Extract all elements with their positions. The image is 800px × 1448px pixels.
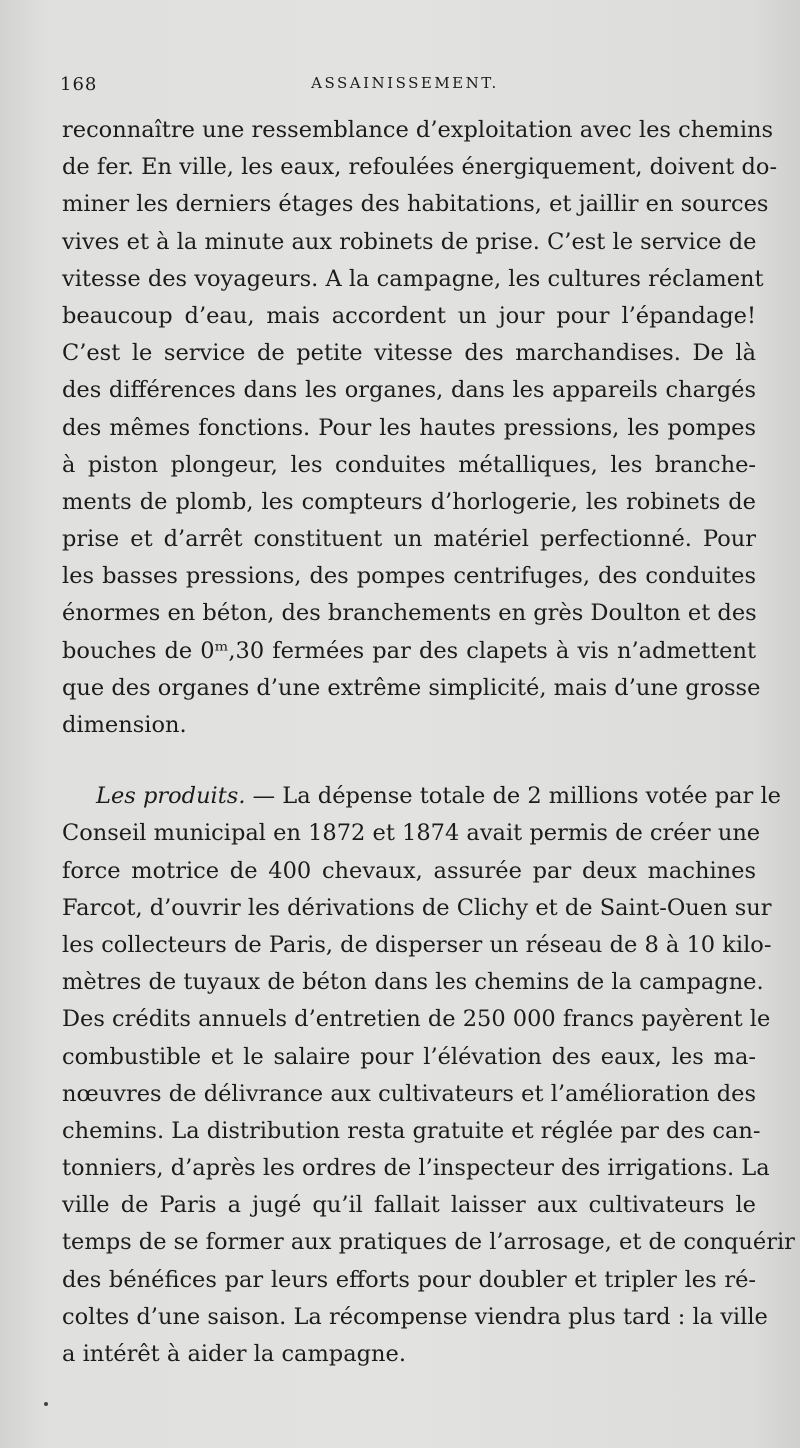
text-line: les collecteurs de Paris, de disperser un réseau de 8 à 10 kilo- <box>62 931 772 958</box>
page-number: 168 <box>60 74 98 95</box>
lead-line-rest: — La dépense totale de 2 millions votée par le <box>245 783 781 810</box>
text-line: énormes en béton, des branchements en grès Doulton et des <box>62 600 757 627</box>
text-line: tonniers, d’après les ordres de l’inspecteur des irrigations. La <box>62 1155 770 1182</box>
text-line: ville de Paris a jugé qu’il fallait laisser aux cultivateurs le <box>62 1192 756 1219</box>
text-line: bouches de 0ᵐ,30 fermées par des clapets à vis n’admettent <box>62 637 756 664</box>
text-line: Des crédits annuels d’entretien de 250 000 francs payèrent le <box>62 1006 771 1033</box>
text-line: prise et d’arrêt constituent un matériel perfectionné. Pour <box>62 526 756 553</box>
running-head: ASSAINISSEMENT. <box>311 74 499 92</box>
text-line: beaucoup d’eau, mais accordent un jour pour l’épandage! <box>62 302 756 329</box>
text-line: vives et à la minute aux robinets de prise. C’est le service de <box>62 228 757 255</box>
text-line: mètres de tuyaux de béton dans les chemins de la campagne. <box>62 969 764 996</box>
text-line: dimension. <box>62 712 187 738</box>
text-line: de fer. En ville, les eaux, refoulées énergiquement, doivent do- <box>62 154 778 181</box>
text-line: a intérêt à aider la campagne. <box>62 1341 406 1367</box>
text-line: combustible et le salaire pour l’élévation des eaux, les ma- <box>62 1043 756 1070</box>
text-line: chemins. La distribution resta gratuite et réglée par des can- <box>62 1117 761 1144</box>
paragraph-2 <box>62 778 795 1373</box>
paper-speck <box>44 1402 48 1406</box>
body-text <box>62 112 795 1373</box>
text-line: Conseil municipal en 1872 et 1874 avait permis de créer une <box>62 820 761 847</box>
text-line: reconnaître une ressemblance d’exploitation avec les chemins <box>62 117 774 143</box>
text-line: vitesse des voyageurs. A la campagne, les cultures réclament <box>62 265 764 292</box>
text-line: ments de plomb, les compteurs d’horlogerie, les robinets de <box>62 488 756 515</box>
text-line: force motrice de 400 chevaux, assurée par deux machines <box>62 857 756 884</box>
page-header <box>60 74 750 104</box>
text-line: nœuvres de délivrance aux cultivateurs et l’amélioration des <box>62 1080 756 1107</box>
paragraph-gap <box>62 744 756 778</box>
text-line: des mêmes fonctions. Pour les hautes pressions, les pompes <box>62 414 756 441</box>
text-line: temps de se former aux pratiques de l’arrosage, et de conquérir <box>62 1229 795 1256</box>
text-line: des bénéfices par leurs efforts pour doubler et tripler les ré- <box>62 1266 756 1293</box>
text-line: coltes d’une saison. La récompense viendra plus tard : la ville <box>62 1303 768 1330</box>
text-line <box>62 778 781 815</box>
text-line: que des organes d’une extrême simplicité, mais d’une grosse <box>62 674 761 701</box>
text-line: C’est le service de petite vitesse des marchandises. De là <box>62 340 756 367</box>
text-line: des différences dans les organes, dans les appareils chargés <box>62 377 756 404</box>
paragraph-1 <box>62 112 778 744</box>
text-line: à piston plongeur, les conduites métalliques, les branche- <box>62 451 756 478</box>
section-lead: Les produits. <box>96 783 246 810</box>
text-line: Farcot, d’ouvrir les dérivations de Clichy et de Saint-Ouen sur <box>62 894 772 921</box>
text-line: les basses pressions, des pompes centrifuges, des conduites <box>62 563 756 590</box>
text-line: miner les derniers étages des habitations, et jaillir en sources <box>62 191 769 218</box>
